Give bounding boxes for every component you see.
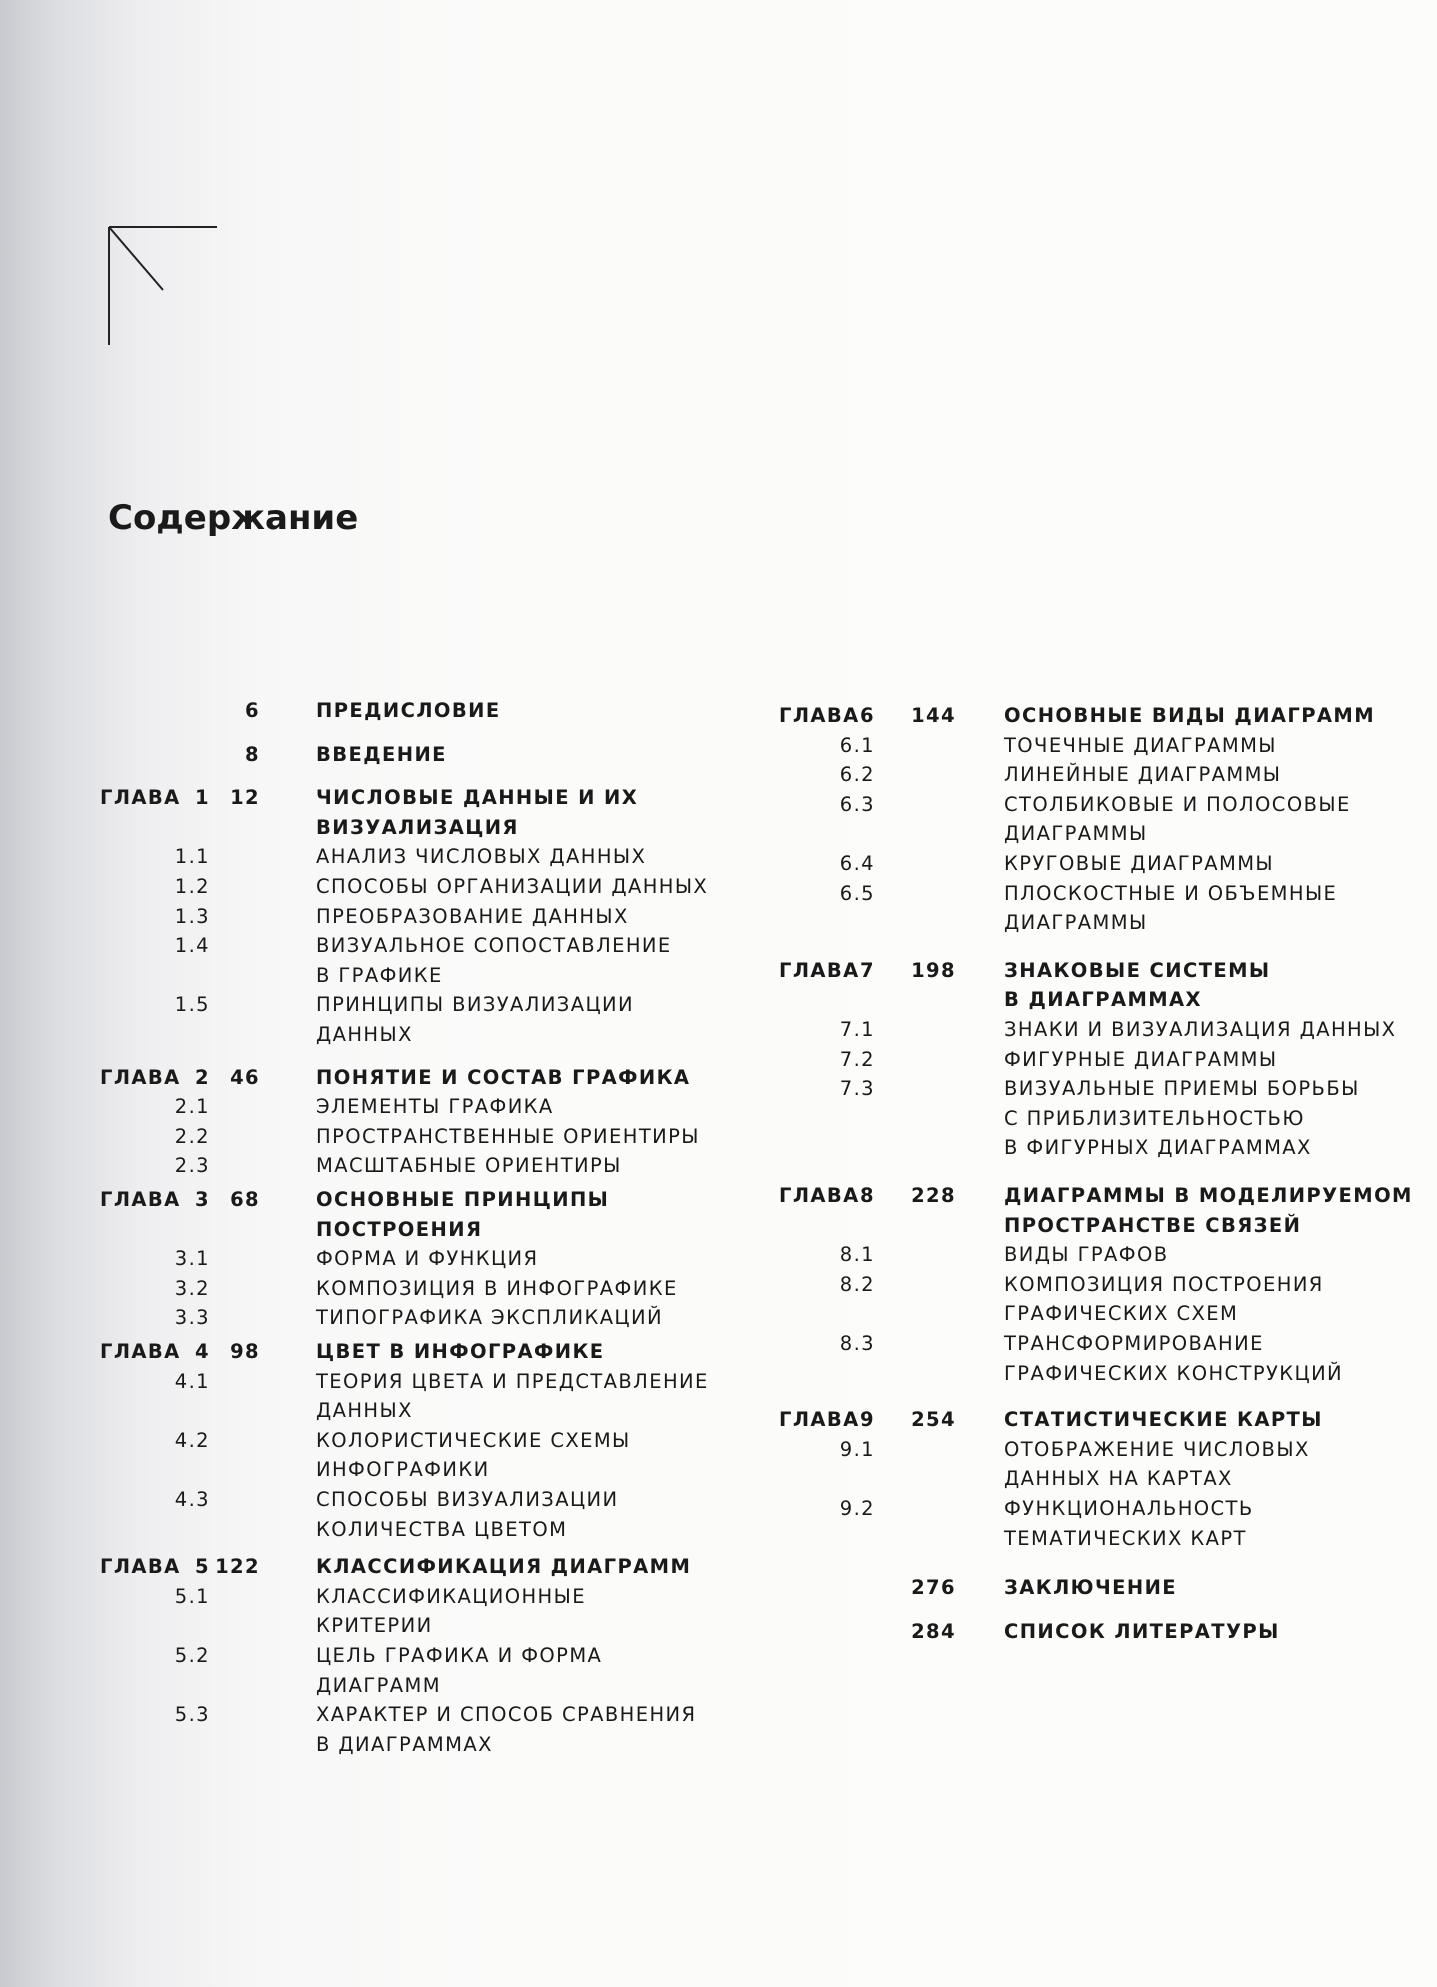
entry-title-line: ФОРМА И ФУНКЦИЯ <box>316 1247 539 1271</box>
entry-title-line: ФИГУРНЫЕ ДИАГРАММЫ <box>1004 1047 1278 1071</box>
entry-title-line: ПОСТРОЕНИЯ <box>316 1217 483 1241</box>
chapter-label: ГЛАВА <box>779 958 860 982</box>
entry-title-line: СТАТИСТИЧЕСКИЕ КАРТЫ <box>1004 1408 1323 1432</box>
entry-title-line: ЭЛЕМЕНТЫ ГРАФИКА <box>316 1095 554 1119</box>
chapter-label: ГЛАВА <box>779 1184 860 1207</box>
chapter-number: 6 <box>860 704 875 727</box>
entry-title-line: КРУГОВЫЕ ДИАГРАММЫ <box>1004 852 1275 875</box>
section-number: 7.1 <box>839 1018 875 1041</box>
section-number: 1.2 <box>174 875 210 898</box>
section-number: 6.2 <box>839 763 875 787</box>
section-number: 4.3 <box>174 1488 210 1511</box>
entry-title-line: МАСШТАБНЫЕ ОРИЕНТИРЫ <box>316 1154 622 1178</box>
page-number: 98 <box>230 1340 260 1363</box>
section-number: 6.1 <box>839 733 875 757</box>
entry-title-line: ЗАКЛЮЧЕНИЕ <box>1004 1576 1178 1600</box>
section-number: 1.1 <box>174 845 210 869</box>
entry-title-line: СПОСОБЫ ВИЗУАЛИЗАЦИИ <box>316 1488 619 1511</box>
page-number: 228 <box>911 1184 956 1207</box>
page-title: Содержание <box>108 498 359 538</box>
chapter-label: ГЛАВА <box>779 704 860 727</box>
page-number: 254 <box>911 1408 956 1432</box>
entry-title-line: В ФИГУРНЫХ ДИАГРАММАХ <box>1004 1136 1312 1160</box>
chapter-number: 5 <box>195 1555 210 1579</box>
entry-title-line: ПРЕДИСЛОВИЕ <box>316 699 501 722</box>
entry-title-line: ВИЗУАЛИЗАЦИЯ <box>316 815 519 839</box>
entry-title-line: ТЕОРИЯ ЦВЕТА И ПРЕДСТАВЛЕНИЕ <box>316 1369 709 1393</box>
entry-title-line: КРИТЕРИИ <box>316 1614 433 1638</box>
entry-title-line: ТРАНСФОРМИРОВАНИЕ <box>1004 1332 1264 1355</box>
entry-title-line: ДИАГРАММЫ В МОДЕЛИРУЕМОМ <box>1004 1184 1413 1207</box>
section-number: 2.2 <box>174 1124 210 1148</box>
page-number: 284 <box>911 1619 956 1643</box>
entry-title-line: ПРОСТРАНСТВЕ СВЯЗЕЙ <box>1004 1213 1302 1237</box>
page-number: 198 <box>911 958 956 982</box>
section-number: 3.2 <box>174 1276 210 1300</box>
entry-title-line: ВВЕДЕНИЕ <box>316 742 447 766</box>
entry-title-line: СТОЛБИКОВЫЕ И ПОЛОСОВЫЕ <box>1004 792 1351 816</box>
section-number: 2.3 <box>174 1154 210 1178</box>
section-number: 2.1 <box>174 1095 210 1119</box>
entry-title-line: КЛАССИФИКАЦИЯ ДИАГРАММ <box>316 1555 692 1579</box>
page-number: 12 <box>230 786 260 810</box>
entry-title-line: ЛИНЕЙНЫЕ ДИАГРАММЫ <box>1004 763 1282 787</box>
entry-title-line: С ПРИБЛИЗИТЕЛЬНОСТЬЮ <box>1004 1106 1305 1130</box>
chapter-number: 7 <box>860 958 875 982</box>
entry-title-line: ГРАФИЧЕСКИХ КОНСТРУКЦИЙ <box>1004 1361 1344 1385</box>
section-number: 5.1 <box>174 1584 210 1608</box>
chapter-label: ГЛАВА <box>100 1065 181 1089</box>
section-number: 6.3 <box>839 792 875 816</box>
section-number: 7.3 <box>839 1077 875 1101</box>
chapter-label: ГЛАВА <box>100 1555 181 1579</box>
entry-title-line: ЧИСЛОВЫЕ ДАННЫЕ И ИХ <box>316 786 639 810</box>
section-number: 1.3 <box>174 904 210 928</box>
entry-title-line: ЦВЕТ В ИНФОГРАФИКЕ <box>316 1340 605 1363</box>
section-number: 4.1 <box>174 1369 210 1393</box>
page-number: 276 <box>911 1576 956 1600</box>
entry-title-line: ПРИНЦИПЫ ВИЗУАЛИЗАЦИИ <box>316 993 634 1017</box>
chapter-number: 3 <box>195 1188 210 1211</box>
section-number: 9.2 <box>839 1497 875 1520</box>
entry-title-line: ПОНЯТИЕ И СОСТАВ ГРАФИКА <box>316 1065 691 1089</box>
entry-title-line: ВИЗУАЛЬНЫЕ ПРИЕМЫ БОРЬБЫ <box>1004 1077 1360 1101</box>
entry-title-line: ДИАГРАММЫ <box>1004 911 1148 935</box>
entry-title-line: ДАННЫХ <box>316 1399 413 1423</box>
entry-title-line: ДАННЫХ <box>316 1023 413 1046</box>
section-number: 7.2 <box>839 1047 875 1071</box>
entry-title-line: ТЕМАТИЧЕСКИХ КАРТ <box>1004 1526 1247 1550</box>
section-number: 4.2 <box>174 1428 210 1452</box>
entry-title-line: В ДИАГРАММАХ <box>1004 988 1202 1012</box>
entry-title-line: ВИДЫ ГРАФОВ <box>1004 1243 1169 1267</box>
chapter-label: ГЛАВА <box>100 1188 181 1211</box>
entry-title-line: СПИСОК ЛИТЕРАТУРЫ <box>1004 1619 1280 1643</box>
page-number: 8 <box>245 742 260 766</box>
chapter-number: 2 <box>195 1065 210 1089</box>
entry-title-line: ТИПОГРАФИКА ЭКСПЛИКАЦИЙ <box>316 1306 663 1330</box>
entry-title-line: АНАЛИЗ ЧИСЛОВЫХ ДАННЫХ <box>316 845 647 869</box>
entry-title-line: СПОСОБЫ ОРГАНИЗАЦИИ ДАННЫХ <box>316 875 709 898</box>
page-number: 144 <box>911 704 956 727</box>
corner-mark-icon <box>108 226 218 346</box>
entry-title-line: ЦЕЛЬ ГРАФИКА И ФОРМА <box>316 1644 603 1667</box>
section-number: 5.2 <box>174 1644 210 1667</box>
page-number: 46 <box>230 1065 260 1089</box>
chapter-number: 8 <box>860 1184 875 1207</box>
chapter-number: 4 <box>195 1340 210 1363</box>
section-number: 8.2 <box>839 1272 875 1296</box>
entry-title-line: ОСНОВНЫЕ ВИДЫ ДИАГРАММ <box>1004 704 1376 727</box>
entry-title-line: ФУНКЦИОНАЛЬНОСТЬ <box>1004 1497 1254 1520</box>
chapter-number: 1 <box>195 786 210 810</box>
chapter-number: 9 <box>860 1408 875 1432</box>
entry-title-line: ПРОСТРАНСТВЕННЫЕ ОРИЕНТИРЫ <box>316 1124 700 1148</box>
section-number: 8.3 <box>839 1332 875 1355</box>
section-number: 3.3 <box>174 1306 210 1330</box>
chapter-label: ГЛАВА <box>100 786 181 810</box>
chapter-label: ГЛАВА <box>100 1340 181 1363</box>
entry-title-line: ДИАГРАММЫ <box>1004 822 1148 846</box>
entry-title-line: КОЛИЧЕСТВА ЦВЕТОМ <box>316 1517 568 1541</box>
entry-title-line: КЛАССИФИКАЦИОННЫЕ <box>316 1584 586 1608</box>
entry-title-line: ОТОБРАЖЕНИЕ ЧИСЛОВЫХ <box>1004 1437 1310 1461</box>
section-number: 1.5 <box>174 993 210 1017</box>
entry-title-line: ГРАФИЧЕСКИХ СХЕМ <box>1004 1302 1239 1326</box>
entry-title-line: ЗНАКИ И ВИЗУАЛИЗАЦИЯ ДАННЫХ <box>1004 1018 1397 1041</box>
entry-title-line: ВИЗУАЛЬНОЕ СОПОСТАВЛЕНИЕ <box>316 934 672 958</box>
entry-title-line: ОСНОВНЫЕ ПРИНЦИПЫ <box>316 1188 610 1211</box>
section-number: 3.1 <box>174 1247 210 1271</box>
entry-title-line: ХАРАКТЕР И СПОСОБ СРАВНЕНИЯ <box>316 1703 697 1727</box>
section-number: 1.4 <box>174 934 210 958</box>
entry-title-line: КОМПОЗИЦИЯ ПОСТРОЕНИЯ <box>1004 1272 1324 1296</box>
entry-title-line: ПРЕОБРАЗОВАНИЕ ДАННЫХ <box>316 904 629 928</box>
section-number: 8.1 <box>839 1243 875 1267</box>
entry-title-line: В ДИАГРАММАХ <box>316 1732 493 1756</box>
page-number: 122 <box>215 1555 260 1579</box>
entry-title-line: ДАННЫХ НА КАРТАХ <box>1004 1467 1233 1491</box>
section-number: 6.4 <box>839 852 875 875</box>
entry-title-line: ДИАГРАММ <box>316 1673 442 1697</box>
entry-title-line: ТОЧЕЧНЫЕ ДИАГРАММЫ <box>1004 733 1277 757</box>
section-number: 6.5 <box>839 881 875 905</box>
section-number: 9.1 <box>839 1437 875 1461</box>
page-number: 6 <box>245 699 260 722</box>
chapter-label: ГЛАВА <box>779 1408 860 1432</box>
entry-title-line: ЗНАКОВЫЕ СИСТЕМЫ <box>1004 958 1271 982</box>
section-number: 5.3 <box>174 1703 210 1727</box>
page-number: 68 <box>230 1188 260 1211</box>
entry-title-line: ПЛОСКОСТНЫЕ И ОБЪЕМНЫЕ <box>1004 881 1338 905</box>
entry-title-line: КОМПОЗИЦИЯ В ИНФОГРАФИКЕ <box>316 1276 678 1300</box>
entry-title-line: КОЛОРИСТИЧЕСКИЕ СХЕМЫ <box>316 1428 631 1452</box>
entry-title-line: В ГРАФИКЕ <box>316 963 443 987</box>
entry-title-line: ИНФОГРАФИКИ <box>316 1458 490 1482</box>
